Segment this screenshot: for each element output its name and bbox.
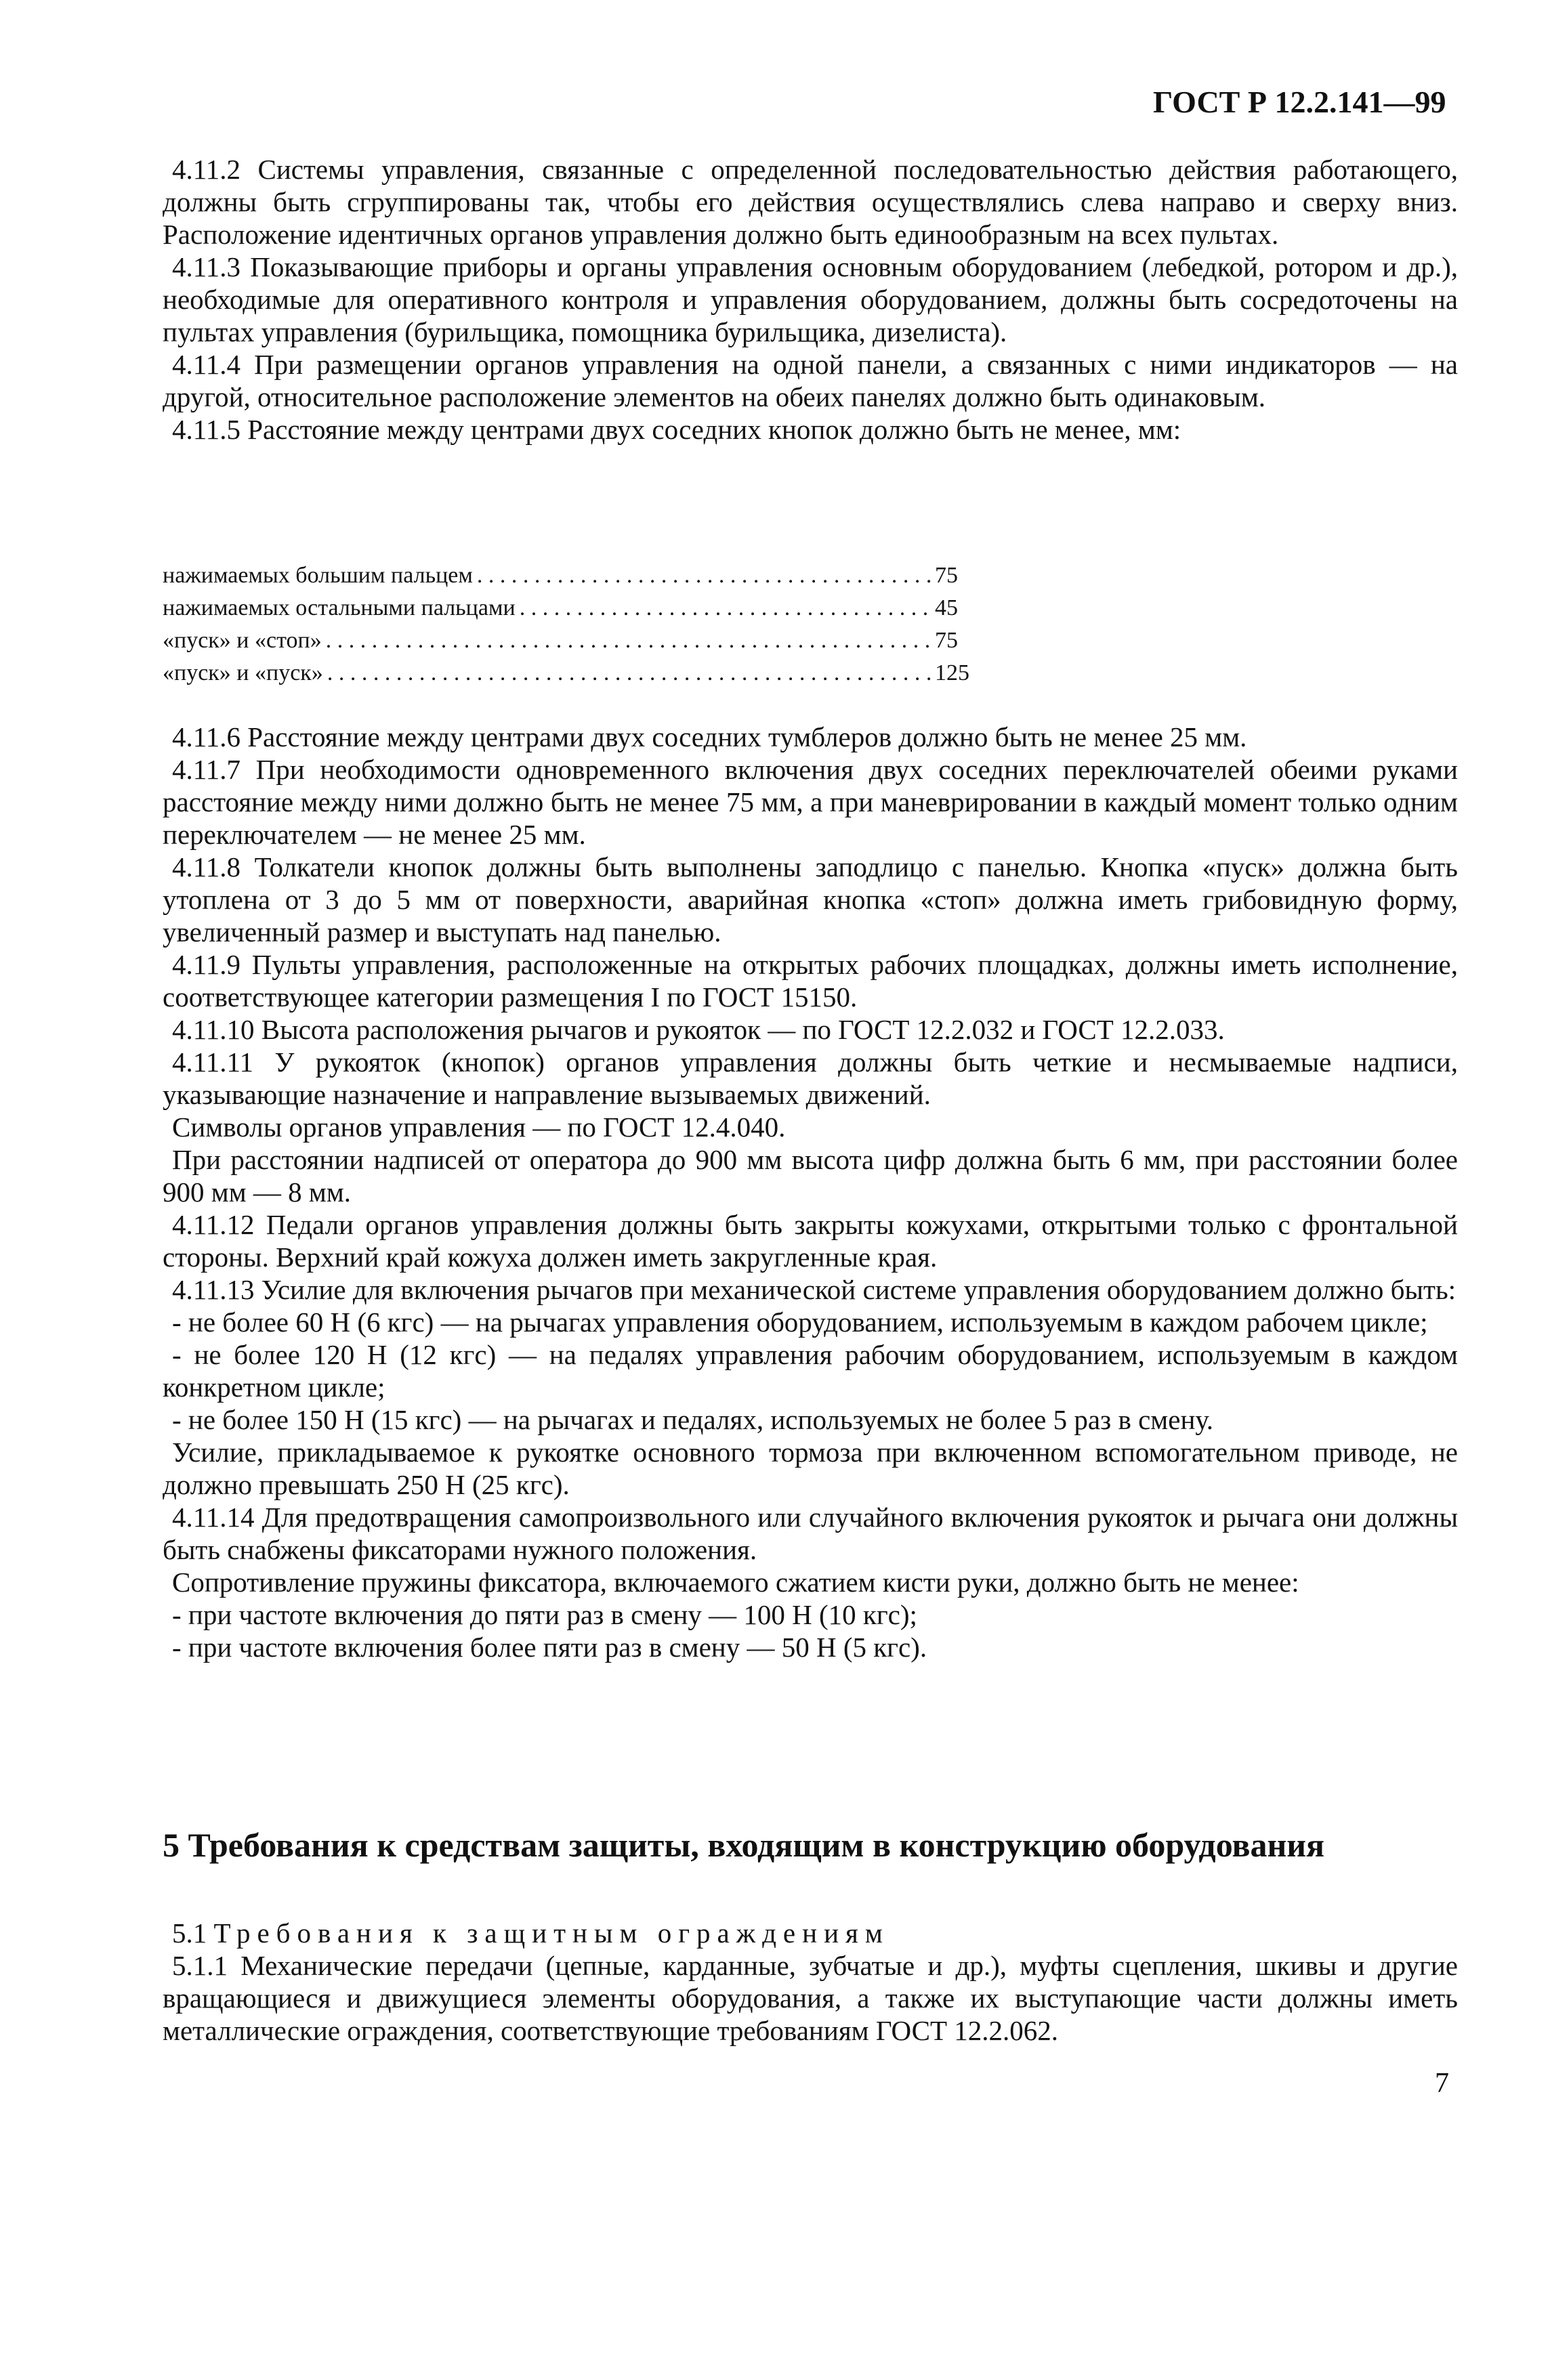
subsection-number: 5.1 [172, 1917, 207, 1949]
subsection-heading [163, 1917, 1458, 1949]
list-item-freq-low: - при частоте включения до пяти раз в смену — 100 Н (10 кгс); [172, 1599, 917, 1630]
dot-leader [477, 559, 931, 592]
paragraph-4-11-10: 4.11.10 Высота расположения рычагов и рукояток — по ГОСТ 12.2.032 и ГОСТ 12.2.033. [172, 1014, 1225, 1045]
paragraph-4-11-2: 4.11.2 Системы управления, связанные с определенной последовательностью действия работающего, должны быть сгруппированы так, чтобы его действия осуществлялись слева направо и сверху вниз. Расположение идентичных органов управления должно быть единообразным на всех пультах. [163, 154, 1458, 250]
page-number: 7 [1435, 2068, 1449, 2099]
paragraph-digit-height: При расстоянии надписей от оператора до 900 мм высота цифр должна быть 6 мм, при расстоянии более 900 мм — 8 мм. [163, 1144, 1458, 1208]
paragraph-symbols: Символы органов управления — по ГОСТ 12.4.040. [172, 1111, 786, 1143]
list-item-label: нажимаемых большим пальцем [163, 563, 473, 588]
paragraph-spring-resistance: Сопротивление пружины фиксатора, включаемого сжатием кисти руки, должно быть не менее: [172, 1567, 1299, 1598]
list-item [163, 559, 976, 592]
paragraph-4-11-11: 4.11.11 У рукояток (кнопок) органов управления должны быть четкие и несмываемые надписи, указывающие назначение и направление вызываемых движений. [163, 1046, 1458, 1110]
paragraph-4-11-4: 4.11.4 При размещении органов управления на одной панели, а связанных с ними индикаторов — на другой, относительное расположение элементов на обеих панелях должно быть одинаковым. [163, 349, 1458, 412]
paragraph-4-11-14: 4.11.14 Для предотвращения самопроизвольного или случайного включения рукояток и рычага они должны быть снабжены фиксаторами нужного положения. [163, 1502, 1458, 1565]
subsection-block [163, 1917, 1458, 2047]
list-item-label: «пуск» и «пуск» [163, 660, 323, 685]
list-item-freq-high: - при частоте включения более пяти раз в смену — 50 Н (5 кгс). [172, 1632, 927, 1663]
list-item-value: 75 [935, 628, 958, 653]
paragraph-block-b [163, 721, 1458, 1663]
paragraph-4-11-13: 4.11.13 Усилие для включения рычагов при механической системе управления оборудованием должно быть: [172, 1274, 1457, 1305]
button-distance-list [163, 559, 976, 689]
paragraph-4-11-6: 4.11.6 Расстояние между центрами двух соседних тумблеров должно быть не менее 25 мм. [172, 721, 1247, 752]
list-item-label: нажимаемых остальными пальцами [163, 595, 516, 620]
list-item-value: 45 [935, 595, 958, 620]
dot-leader [520, 592, 931, 624]
dot-leader [326, 624, 931, 657]
paragraph-4-11-5: 4.11.5 Расстояние между центрами двух соседних кнопок должно быть не менее, мм: [172, 414, 1181, 445]
document-code-header: ГОСТ Р 12.2.141—99 [1153, 85, 1446, 119]
list-item-force-60: - не более 60 Н (6 кгс) — на рычагах управления оборудованием, используемым в каждом рабочем цикле; [172, 1306, 1428, 1338]
paragraph-4-11-3: 4.11.3 Показывающие приборы и органы управления основным оборудованием (лебедкой, ротором и др.), необходимые для оперативного контроля и управления оборудованием, должны быть сосредоточены на пультах управления (бурильщика, помощника бурильщика, дизелиста). [163, 251, 1458, 347]
list-item-force-120: - не более 120 Н (12 кгс) — на педалях управления рабочим оборудованием, используемым в каждом конкретном цикле; [163, 1339, 1458, 1403]
list-item [163, 657, 976, 689]
list-item-force-150: - не более 150 Н (15 кгс) — на рычагах и педалях, используемых не более 5 раз в смену. [172, 1404, 1214, 1435]
list-item [163, 624, 976, 657]
section-title: 5 Требования к средствам защиты, входящим в конструкцию оборудования [163, 1826, 1325, 1864]
paragraph-4-11-8: 4.11.8 Толкатели кнопок должны быть выполнены заподлицо с панелью. Кнопка «пуск» должна быть утоплена от 3 до 5 мм от поверхности, аварийная кнопка «стоп» должна иметь грибовидную форму, увеличенный размер и выступать над панелью. [163, 851, 1458, 948]
paragraph-4-11-12: 4.11.12 Педали органов управления должны быть закрыты кожухами, открытыми только с фронтальной стороны. Верхний край кожуха должен иметь закругленные края. [163, 1209, 1458, 1273]
list-item [163, 592, 976, 624]
list-item-value: 125 [935, 660, 969, 685]
subsection-title: Требования к защитным ограждениям [213, 1917, 889, 1949]
paragraph-4-11-9: 4.11.9 Пульты управления, расположенные на открытых рабочих площадках, должны иметь исполнение, соответствующее категории размещения I по ГОСТ 15150. [163, 949, 1458, 1013]
paragraph-brake-force: Усилие, прикладываемое к рукоятке основного тормоза при включенном вспомогательном приводе, не должно превышать 250 Н (25 кгс). [163, 1437, 1458, 1500]
paragraph-4-11-7: 4.11.7 При необходимости одновременного включения двух соседних переключателей обеими руками расстояние между ними должно быть не менее 75 мм, а при маневрировании в каждый момент только одним переключателем — не менее 25 мм. [163, 754, 1458, 850]
paragraph-block-a [163, 153, 1458, 446]
dot-leader [327, 657, 931, 689]
list-item-label: «пуск» и «стоп» [163, 628, 322, 653]
list-item-value: 75 [935, 563, 958, 588]
paragraph-5-1-1: 5.1.1 Механические передачи (цепные, карданные, зубчатые и др.), муфты сцепления, шкивы и другие вращающиеся и движущиеся элементы оборудования, а также их выступающие части должны иметь металлические ограждения, соответствующие требованиям ГОСТ 12.2.062. [163, 1950, 1458, 2046]
